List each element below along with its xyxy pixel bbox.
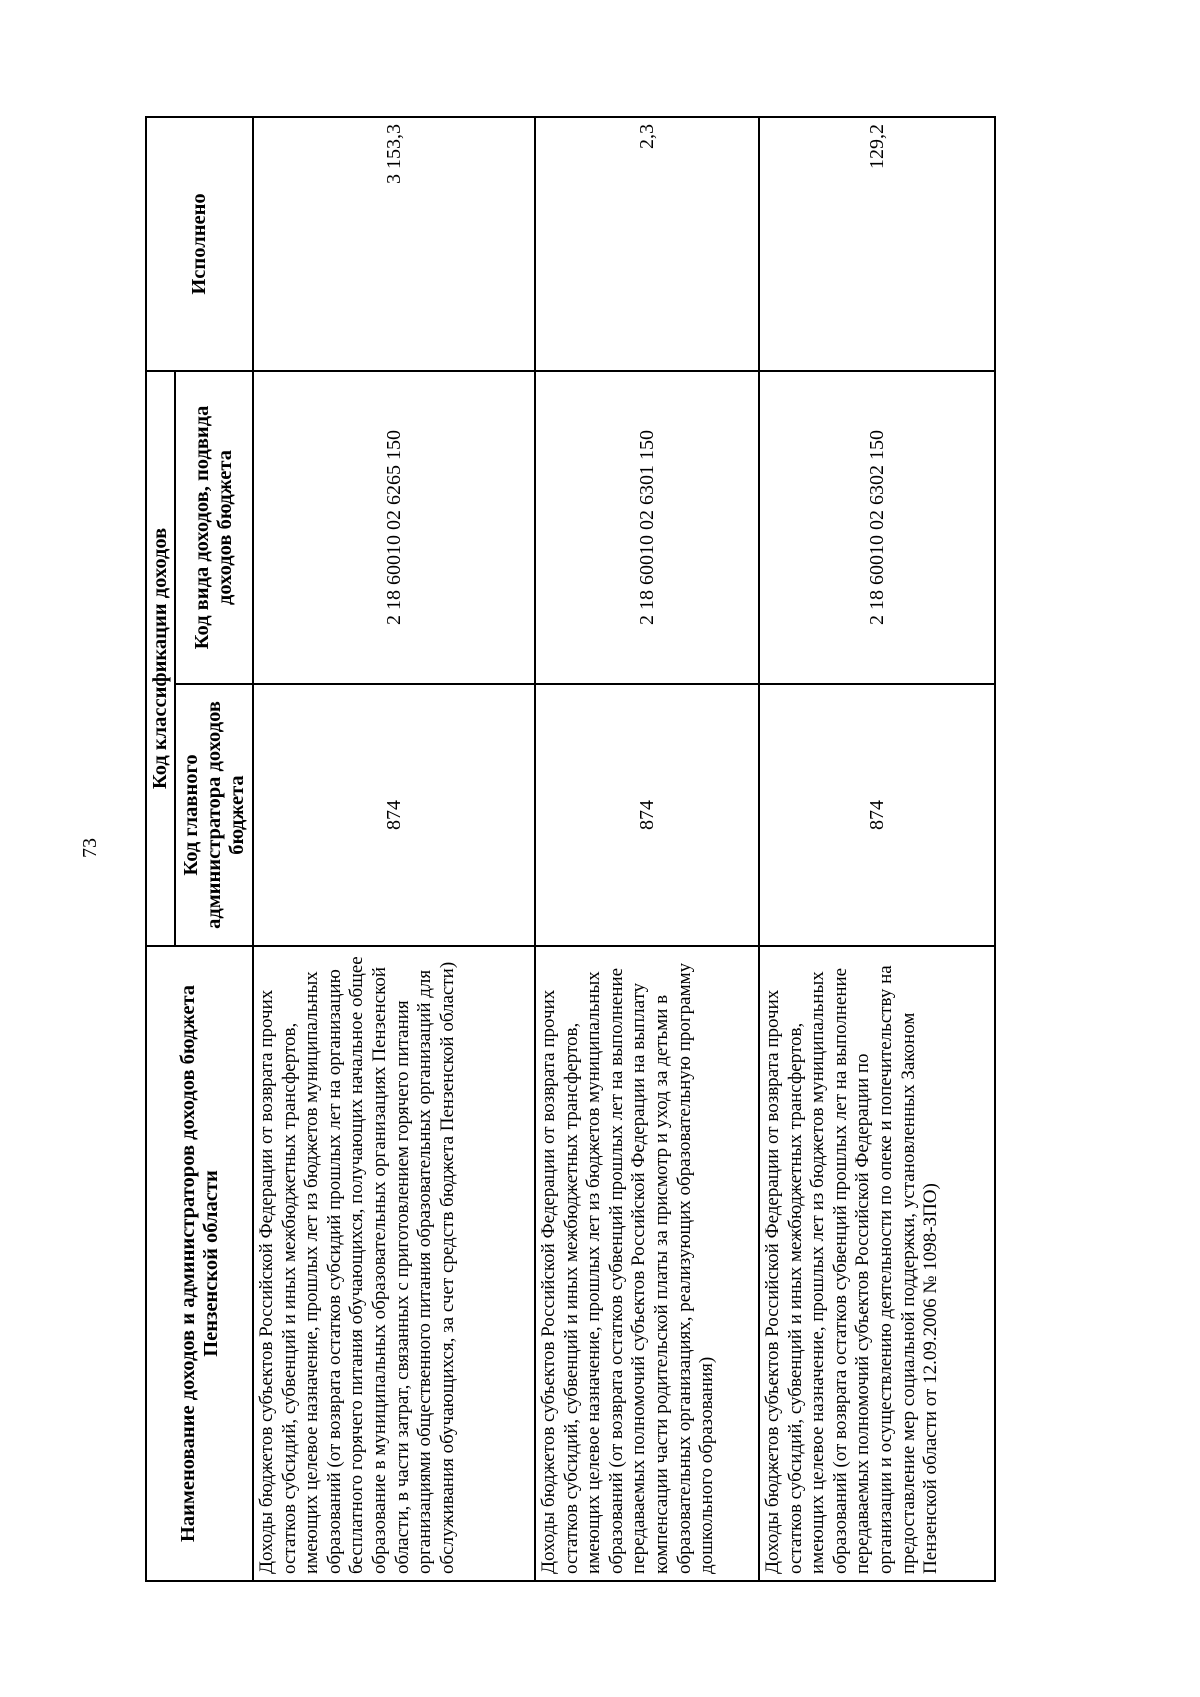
header-executed: Исполнено — [146, 117, 253, 371]
row-type-code: 2 18 60010 02 6265 150 — [253, 371, 535, 684]
row-name: Доходы бюджетов субъектов Российской Федерации от возврата прочих остатков субсидий, субвенций и иных межбюджетных трансфертов, имеющих целевое назначение, прошлых лет из бюджетов муниципальных образований (от возврата остатков субсидий прошлых лет на организацию бесплатного горячего питания обучающихся, получающих начальное общее образование в муниципальных образовательных организациях Пензенской области, в части затрат, связанных с приготовлением горячего питания организациями общественного питания образовательных организаций для обслуживания обучающихся, за счет средств бюджета Пензенской области) — [253, 946, 535, 1581]
header-admin-code: Код главного администратора доходов бюджета — [175, 684, 253, 946]
revenue-table — [145, 116, 996, 1582]
row-admin-code: 874 — [759, 684, 995, 946]
row-type-code: 2 18 60010 02 6302 150 — [759, 371, 995, 684]
row-type-code: 2 18 60010 02 6301 150 — [535, 371, 759, 684]
table-row — [759, 117, 995, 1581]
table-row — [535, 117, 759, 1581]
header-type-code: Код вида доходов, подвида доходов бюджета — [175, 371, 253, 684]
row-admin-code: 874 — [253, 684, 535, 946]
row-executed: 129,2 — [759, 117, 995, 371]
table-row — [253, 117, 535, 1581]
row-admin-code: 874 — [535, 684, 759, 946]
row-name: Доходы бюджетов субъектов Российской Федерации от возврата прочих остатков субсидий, субвенций и иных межбюджетных трансфертов, имеющих целевое назначение, прошлых лет из бюджетов муниципальных образований (от возврата остатков субвенций прошлых лет на выполнение передаваемых полномочий субъектов Российской Федерации по организации и осуществлению деятельности по опеке и попечительству на предоставление мер социальной поддержки, установленных Законом Пензенской области от 12.09.2006 № 1098-ЗПО) — [759, 946, 995, 1581]
rotated-table-wrapper — [145, 118, 993, 1582]
page-number: 73 — [79, 838, 101, 858]
header-name: Наименование доходов и администраторов доходов бюджета Пензенской области — [146, 946, 253, 1581]
row-name: Доходы бюджетов субъектов Российской Федерации от возврата прочих остатков субсидий, субвенций и иных межбюджетных трансфертов, имеющих целевое назначение, прошлых лет из бюджетов муниципальных образований (от возврата остатков субвенций прошлых лет на выполнение передаваемых полномочий субъектов Российской Федерации на выплату компенсации части родительской платы за присмотр и уход за детьми в образовательных организациях, реализующих образовательную программу дошкольного образования) — [535, 946, 759, 1581]
header-code-group: Код классификации доходов — [146, 371, 175, 946]
table-container — [145, 118, 993, 1582]
row-executed: 3 153,3 — [253, 117, 535, 371]
row-executed: 2,3 — [535, 117, 759, 371]
header-row-top — [146, 117, 175, 1581]
